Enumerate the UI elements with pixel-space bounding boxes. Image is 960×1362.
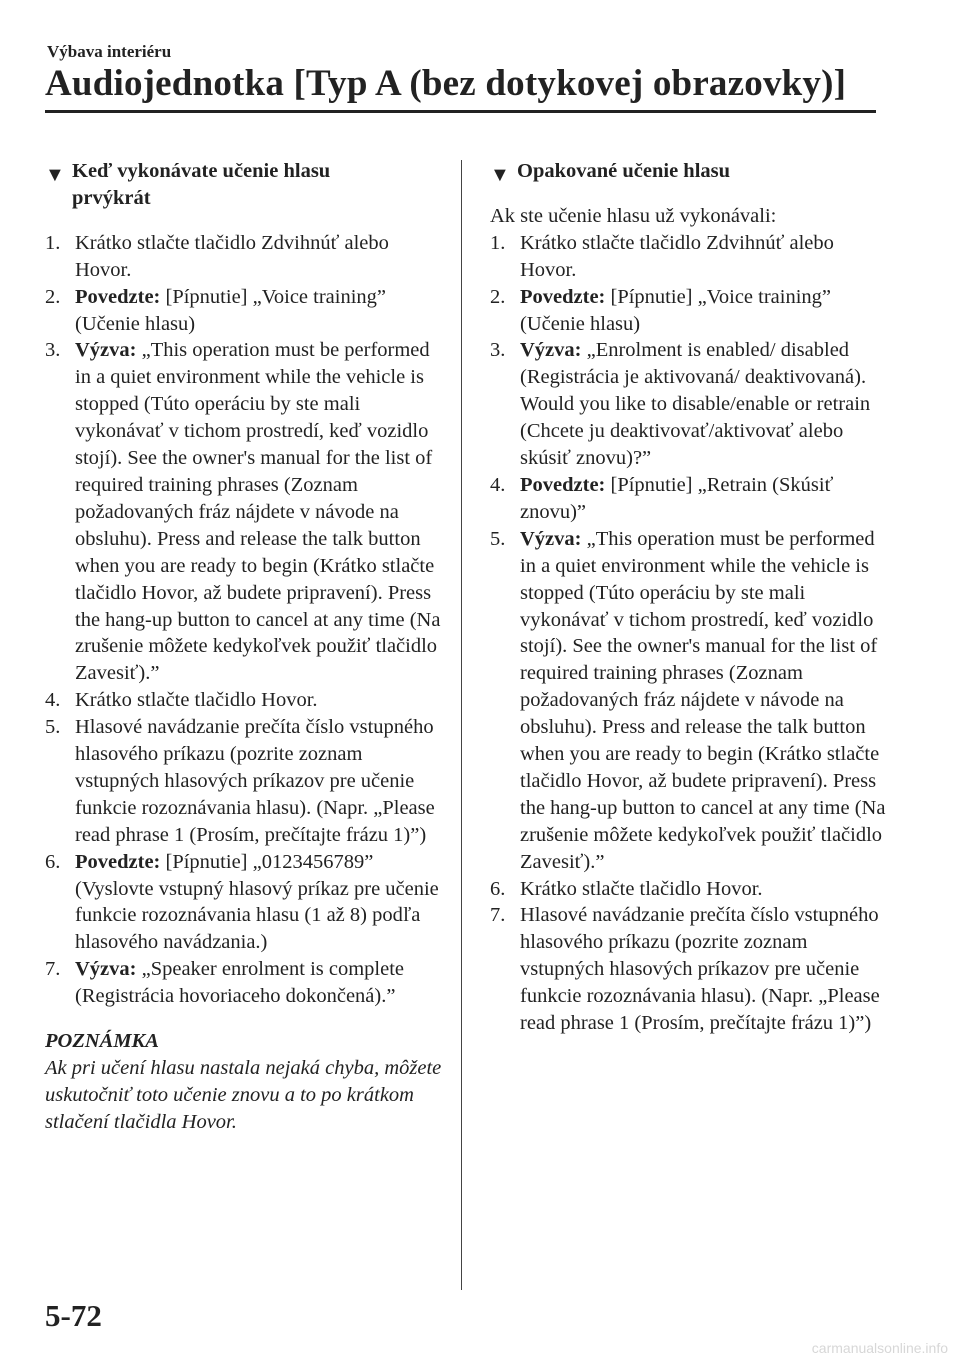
right-column xyxy=(490,158,890,1037)
step-text: Hlasové navádzanie prečíta číslo vstupného hlasového príkazu (pozrite zoznam vstupných hlasových príkazov pre učenie funkcie rozoznávania hlasu). (Napr. „Please read phrase 1 (Prosím, prečítajte frázu 1)”) xyxy=(75,716,435,846)
step-text: „This operation must be performed in a quiet environment while the vehicle is stopped (Túto operáciu by ste mali vykonávať v tichom prostredí, keď vozidlo stojí). See the owner's manual for the list of required training phrases (Zoznam požadovaných fráz nájdete v návode na obsluhu). Press and release the talk button when you are ready to begin (Krátko stlačte tlačidlo Hovor, až budete pripravení). Press the hang-up button to cancel at any time (Na zrušenie môžete kedykoľvek použiť tlačidlo Zavesiť).” xyxy=(75,339,441,685)
column-divider xyxy=(461,160,462,1290)
watermark: carmanualsonline.info xyxy=(811,1340,948,1356)
step-number: 3. xyxy=(490,339,506,362)
step-label: Výzva: xyxy=(75,339,137,362)
step-number: 5. xyxy=(45,716,61,739)
step-number: 2. xyxy=(490,285,506,308)
list-item xyxy=(490,230,890,284)
step-text: Krátko stlačte tlačidlo Zdvihnúť alebo Hovor. xyxy=(520,231,834,281)
left-heading-line2: prvýkrát xyxy=(72,186,151,209)
list-item xyxy=(490,876,890,903)
triangle-bullet-icon: ▼ xyxy=(45,164,65,186)
title-rule xyxy=(45,110,876,113)
left-steps-list xyxy=(45,230,445,1010)
step-label: Výzva: xyxy=(520,527,582,550)
left-heading-line1: Keď vykonávate učenie hlasu xyxy=(72,160,331,182)
step-label: Povedzte: xyxy=(520,473,606,496)
list-item xyxy=(45,714,445,849)
list-item xyxy=(45,230,445,284)
step-number: 1. xyxy=(490,231,506,254)
step-text: Krátko stlačte tlačidlo Zdvihnúť alebo Hovor. xyxy=(75,231,389,281)
step-text: Krátko stlačte tlačidlo Hovor. xyxy=(75,689,318,712)
step-number: 4. xyxy=(45,689,61,712)
note-text: Ak pri učení hlasu nastala nejaká chyba, môžete uskutočniť toto učenie znovu a to po krátkom stlačení tlačidla Hovor. xyxy=(45,1057,442,1133)
step-text: [Pípnutie] „Voice training” (Učenie hlasu) xyxy=(520,285,832,335)
list-item xyxy=(490,472,890,526)
step-text: „Speaker enrolment is complete (Registrácia hovoriaceho dokončená).” xyxy=(75,958,405,1008)
step-number: 7. xyxy=(45,958,61,981)
right-heading-text: Opakované učenie hlasu xyxy=(517,160,731,182)
step-label: Výzva: xyxy=(520,339,582,362)
step-number: 6. xyxy=(490,877,506,900)
step-text: [Pípnutie] „Retrain (Skúsiť znovu)” xyxy=(520,473,834,523)
step-number: 6. xyxy=(45,850,61,873)
step-number: 3. xyxy=(45,339,61,362)
list-item xyxy=(490,337,890,472)
note-title: POZNÁMKA xyxy=(45,1030,159,1053)
list-item xyxy=(45,284,445,338)
list-item xyxy=(45,849,445,957)
list-item xyxy=(490,902,890,1037)
right-heading xyxy=(490,158,890,185)
step-number: 1. xyxy=(45,231,61,254)
step-number: 2. xyxy=(45,285,61,308)
step-number: 4. xyxy=(490,473,506,496)
step-number: 5. xyxy=(490,527,506,550)
step-number: 7. xyxy=(490,904,506,927)
step-text: [Pípnutie] „0123456789” (Vyslovte vstupný hlasový príkaz pre učenie funkcie rozoznávania hlasu (1 až 8) podľa hlasového navádzania.) xyxy=(75,850,439,954)
triangle-bullet-icon: ▼ xyxy=(490,164,510,186)
step-label: Povedzte: xyxy=(520,285,606,308)
step-label: Výzva: xyxy=(75,958,137,981)
page-number: 5-72 xyxy=(45,1298,102,1333)
left-column xyxy=(45,158,445,1136)
step-text: [Pípnutie] „Voice training” (Učenie hlasu) xyxy=(75,285,387,335)
right-steps-list xyxy=(490,230,890,1037)
left-heading xyxy=(45,158,445,212)
step-text: Krátko stlačte tlačidlo Hovor. xyxy=(520,877,763,900)
list-item xyxy=(45,956,445,1010)
list-item xyxy=(490,526,890,876)
step-text: Hlasové navádzanie prečíta číslo vstupného hlasového príkazu (pozrite zoznam vstupných hlasových príkazov pre učenie funkcie rozoznávania hlasu). (Napr. „Please read phrase 1 (Prosím, prečítajte frázu 1)”) xyxy=(520,904,880,1035)
list-item xyxy=(45,687,445,714)
section-label: Výbava interiéru xyxy=(47,42,172,61)
page-title: Audiojednotka [Typ A (bez dotykovej obrazovky)] xyxy=(45,63,847,104)
step-text: „This operation must be performed in a quiet environment while the vehicle is stopped (Túto operáciu by ste mali vykonávať v tichom prostredí, keď vozidlo stojí). See the owner's manual for the list of required training phrases (Zoznam požadovaných fráz nájdete v návode na obsluhu). Press and release the talk button when you are ready to begin (Krátko stlačte tlačidlo Hovor, až budete pripravení). Press the hang-up button to cancel at any time (Na zrušenie môžete kedykoľvek použiť tlačidlo Zavesiť).” xyxy=(520,527,886,873)
step-label: Povedzte: xyxy=(75,850,161,873)
right-intro: Ak ste učenie hlasu už vykonávali: xyxy=(490,204,777,227)
step-label: Povedzte: xyxy=(75,285,161,308)
step-text: „Enrolment is enabled/ disabled (Registrácia je aktivovaná/ deaktivovaná). Would you like to disable/enable or retrain (Chcete ju deaktivovať/aktivovať alebo skúsiť znovu)?” xyxy=(520,339,871,470)
list-item xyxy=(45,337,445,687)
list-item xyxy=(490,284,890,338)
